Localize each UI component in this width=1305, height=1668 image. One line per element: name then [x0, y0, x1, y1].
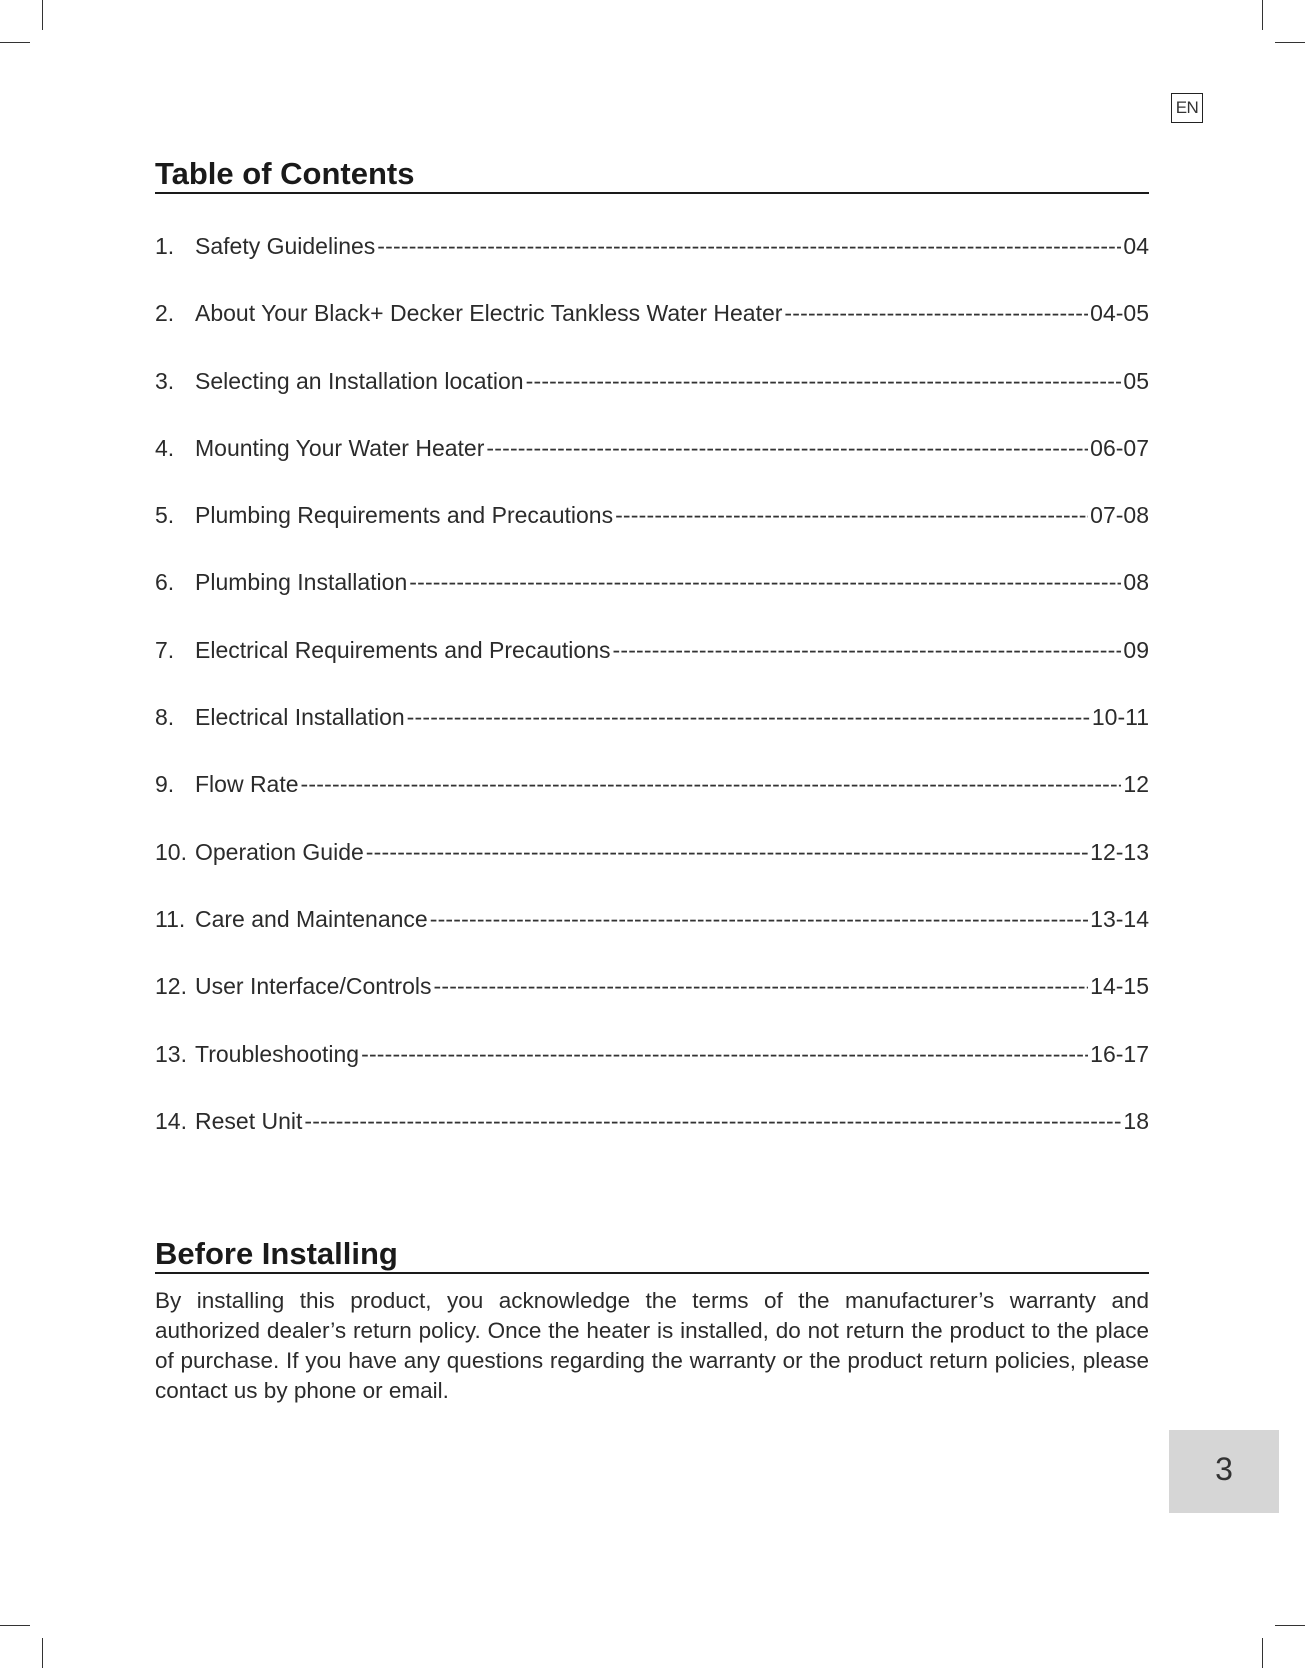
crop-mark [0, 42, 30, 43]
toc-entry[interactable] [155, 502, 1149, 569]
toc-entry-label: Troubleshooting [195, 1040, 360, 1067]
dot-leader [407, 704, 1090, 731]
toc-entry-pages: 08 [1123, 569, 1149, 596]
dot-leader [304, 1108, 1121, 1135]
dot-leader [409, 569, 1121, 596]
crop-mark [42, 1638, 43, 1668]
toc-entry-label: Electrical Requirements and Precautions [195, 636, 611, 663]
table-of-contents [155, 233, 1149, 1175]
dot-leader [433, 973, 1088, 1000]
toc-entry-pages: 04 [1123, 233, 1149, 259]
toc-entry-label: User Interface/Controls [195, 973, 432, 1000]
dot-leader [486, 435, 1088, 462]
toc-entry-pages: 16-17 [1090, 1040, 1149, 1067]
toc-entry-pages: 12 [1123, 771, 1149, 798]
dot-leader [361, 1041, 1088, 1068]
dot-leader [615, 502, 1088, 529]
toc-entry-number: 8. [155, 704, 175, 731]
toc-entry-label: Plumbing Installation [195, 569, 408, 596]
crop-mark [1275, 1625, 1305, 1626]
language-badge: EN [1171, 93, 1203, 123]
toc-entry-number: 3. [155, 367, 175, 394]
toc-entry-label: Mounting Your Water Heater [195, 434, 485, 461]
toc-entry-number: 5. [155, 502, 175, 529]
crop-mark [0, 1625, 30, 1626]
toc-entry-number: 4. [155, 434, 175, 461]
before-installing-paragraph: By installing this product, you acknowledge the terms of the manufacturer’s warranty and authorized dealer’s return policy. Once the heater is installed, do not return the product to the place of purchase. If you have any questions regarding the warranty or the product return policies, please contact us by phone or email. [155, 1288, 1149, 1403]
toc-entry-pages: 14-15 [1090, 973, 1149, 1000]
dot-leader [526, 368, 1122, 395]
toc-entry-pages: 07-08 [1090, 502, 1149, 529]
toc-entry-number: 12. [155, 973, 187, 1000]
toc-entry-pages: 18 [1123, 1107, 1149, 1134]
toc-entry[interactable] [155, 300, 1149, 367]
toc-entry-number: 11. [155, 905, 186, 932]
toc-entry-number: 6. [155, 569, 175, 596]
toc-entry[interactable] [155, 839, 1149, 906]
toc-entry-number: 9. [155, 771, 175, 798]
dot-leader [301, 771, 1122, 798]
toc-heading: Table of Contents [155, 156, 1149, 194]
toc-entry-pages: 12-13 [1090, 838, 1149, 865]
toc-entry[interactable] [155, 1041, 1149, 1108]
toc-entry-label: Flow Rate [195, 771, 299, 798]
toc-entry-pages: 05 [1123, 367, 1149, 394]
toc-entry-label: Electrical Installation [195, 704, 405, 731]
dot-leader [784, 300, 1088, 327]
crop-mark [1262, 0, 1263, 30]
toc-entry[interactable] [155, 704, 1149, 771]
toc-entry[interactable] [155, 233, 1149, 300]
toc-entry-label: Operation Guide [195, 838, 364, 865]
toc-entry-label: Safety Guidelines [195, 233, 376, 259]
toc-entry[interactable] [155, 973, 1149, 1040]
toc-entry-label: Selecting an Installation location [195, 367, 524, 394]
crop-mark [1275, 42, 1305, 43]
toc-entry-label: Reset Unit [195, 1107, 303, 1134]
before-installing-heading: Before Installing [155, 1236, 1149, 1274]
toc-entry[interactable] [155, 368, 1149, 435]
toc-entry-pages: 04-05 [1090, 300, 1149, 327]
toc-entry-number: 7. [155, 636, 175, 663]
toc-entry-label: Care and Maintenance [195, 905, 428, 932]
toc-entry[interactable] [155, 771, 1149, 838]
crop-mark [42, 0, 43, 30]
toc-entry-pages: 10-11 [1091, 704, 1149, 731]
toc-entry[interactable] [155, 569, 1149, 636]
toc-entry-pages: 09 [1123, 636, 1149, 663]
toc-entry-number: 13. [155, 1040, 187, 1067]
toc-entry-label: Plumbing Requirements and Precautions [195, 502, 614, 529]
toc-entry-number: 2. [155, 300, 175, 327]
dot-leader [430, 906, 1088, 933]
toc-entry[interactable] [155, 906, 1149, 973]
toc-entry-number: 14. [155, 1107, 187, 1134]
toc-entry[interactable] [155, 637, 1149, 704]
toc-entry[interactable] [155, 435, 1149, 502]
dot-leader [377, 233, 1121, 260]
crop-mark [1262, 1638, 1263, 1668]
toc-entry-number: 10. [155, 838, 187, 865]
page-number: 3 [1169, 1430, 1279, 1513]
dot-leader [612, 637, 1121, 664]
toc-entry-pages: 06-07 [1090, 434, 1149, 461]
toc-entry-label: About Your Black+ Decker Electric Tankless Water Heater [195, 300, 783, 327]
toc-entry-pages: 13-14 [1090, 905, 1149, 932]
toc-entry[interactable] [155, 1108, 1149, 1175]
toc-entry-number: 1. [155, 233, 175, 259]
dot-leader [366, 839, 1088, 866]
